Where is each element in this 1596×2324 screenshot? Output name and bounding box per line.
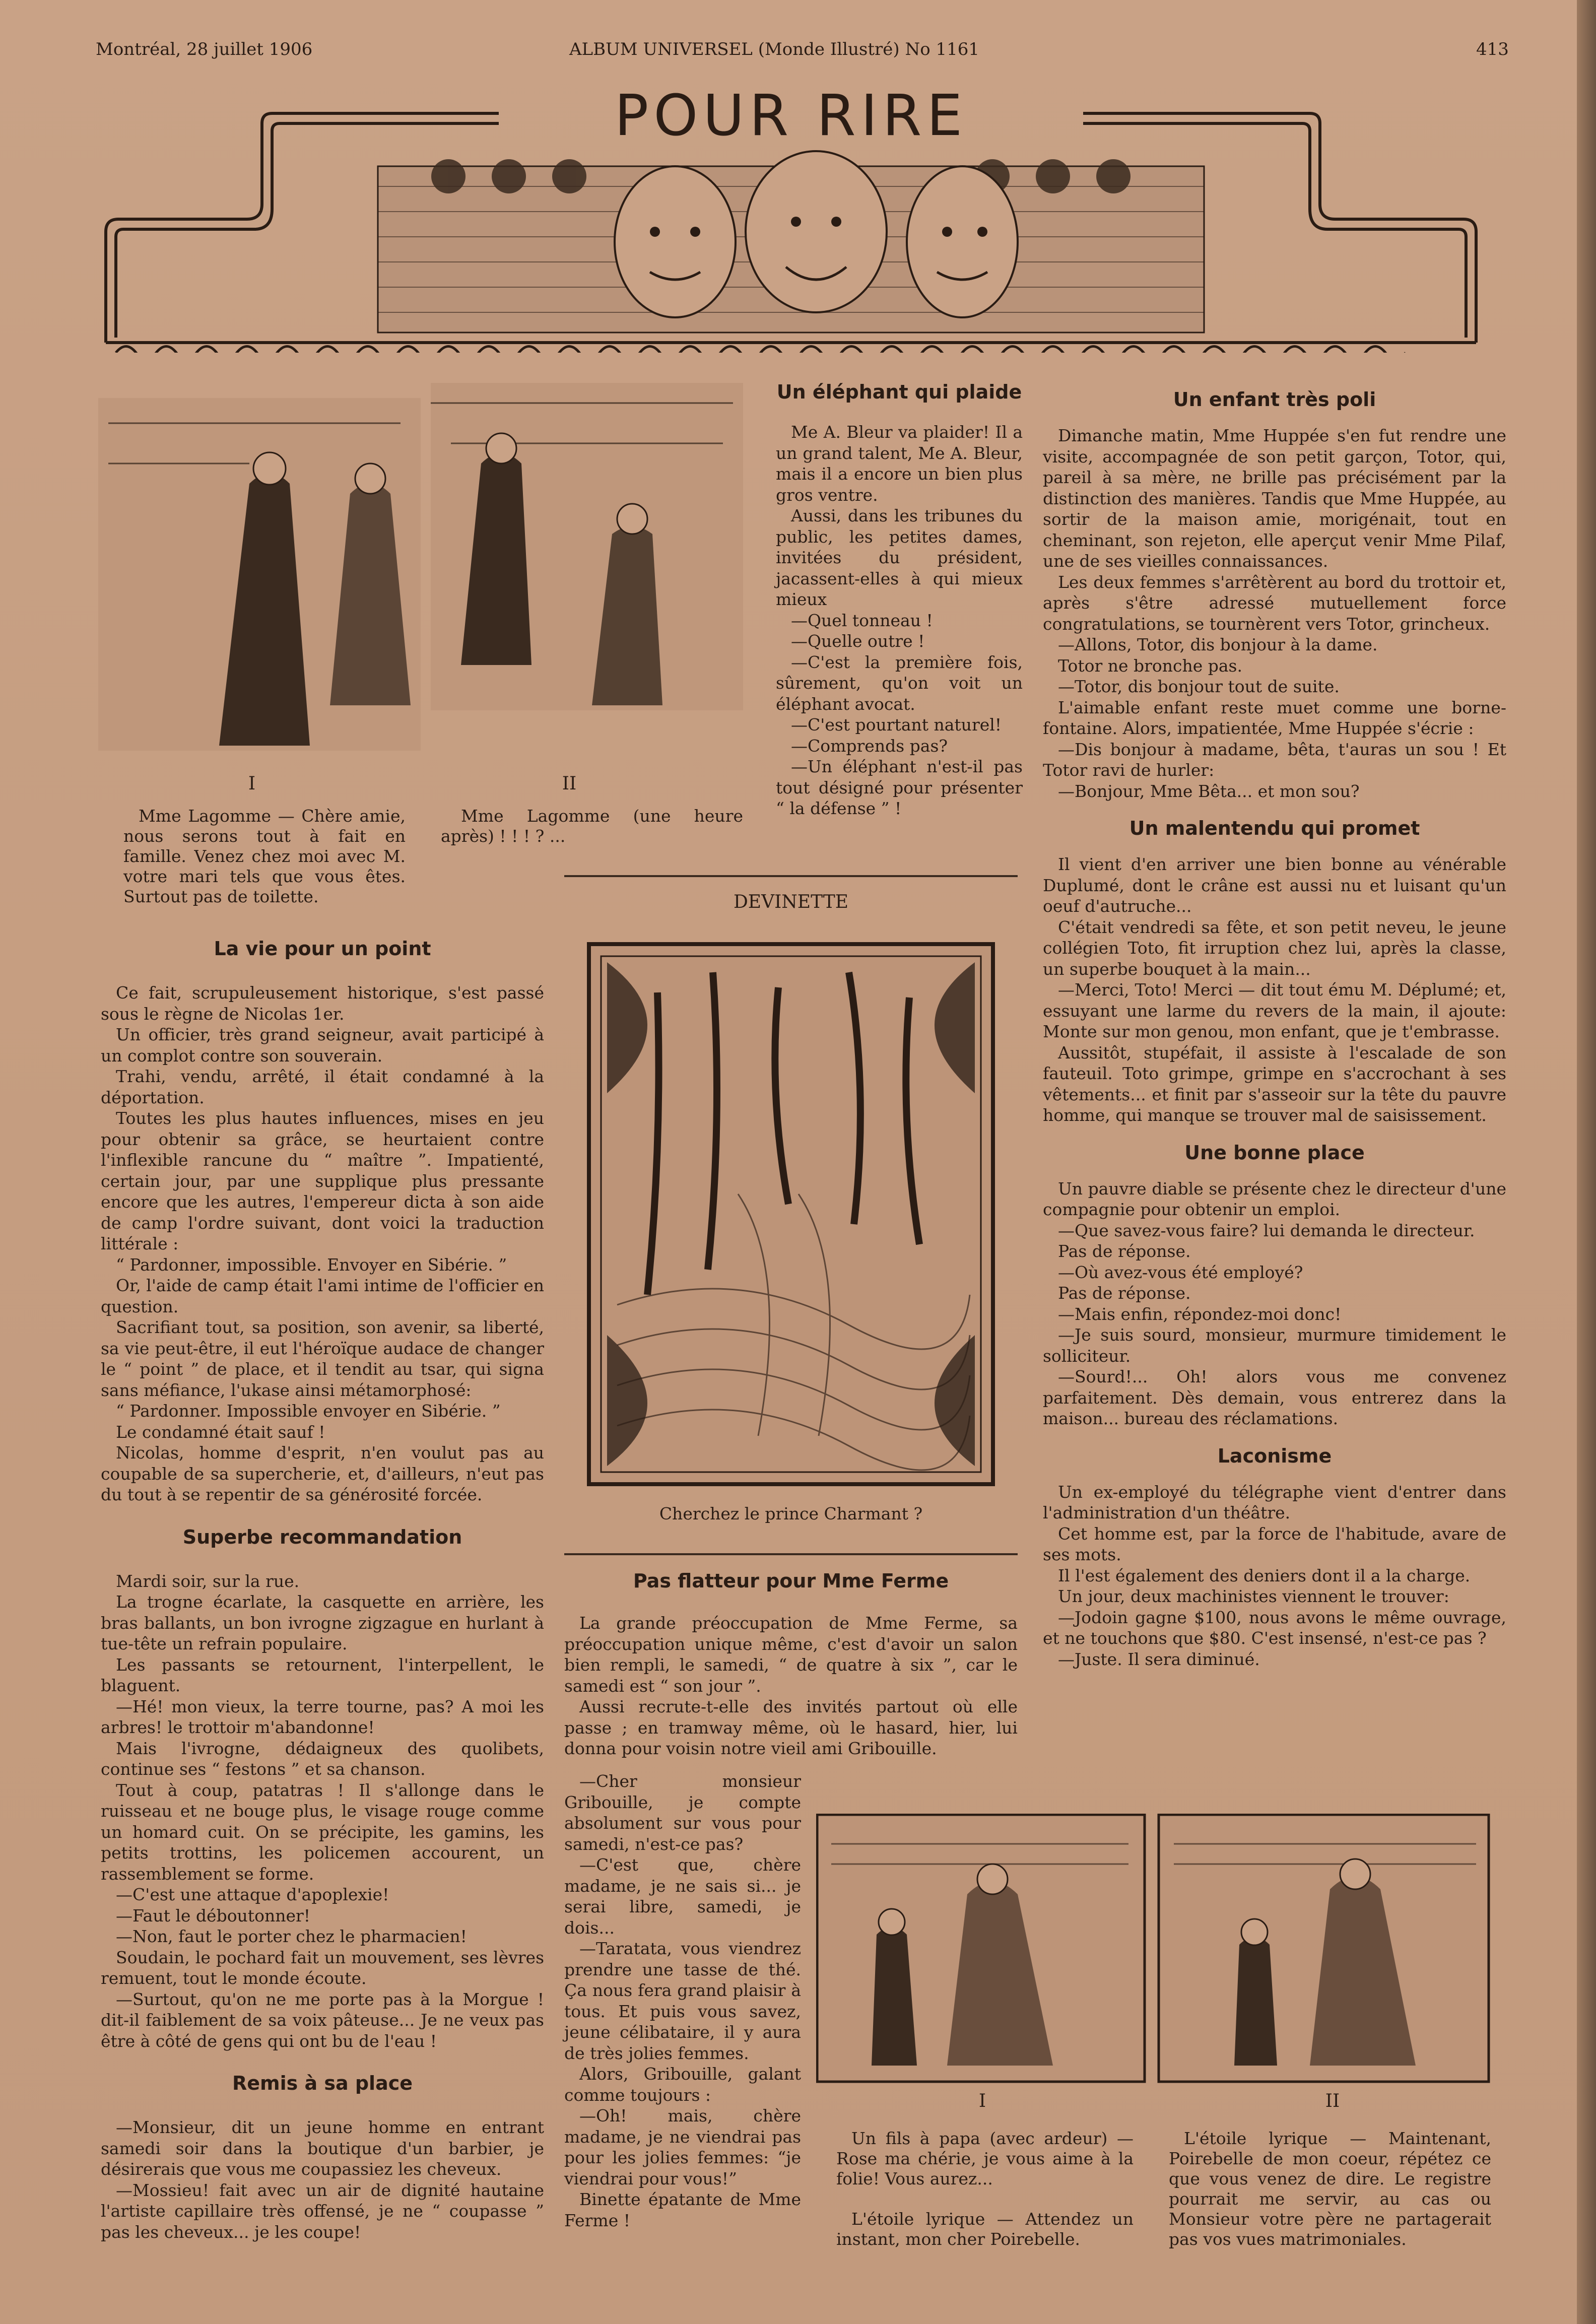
- article-paragraph: Nicolas, homme d'esprit, n'en voulut pas au coupable de sa supercherie, et, d'ailleurs, n'eut pas du tout à se repentir de sa générosité forcée.: [101, 1443, 544, 1504]
- cartoon-caption-1: Un fils à papa (avec ardeur) — Rose ma chérie, je vous aime à la folie! Vous aurez...: [836, 2129, 1134, 2188]
- article-paragraph: Le condamné était sauf !: [116, 1422, 325, 1442]
- cartoon-caption-2: L'étoile lyrique — Maintenant, Poirebelle de mon coeur, répétez ce que vous venez de dire. Le registre pourrait me servir, au cas ou Monsieur votre père ne partagerait pas vos vues matrimoniales.: [1169, 2129, 1491, 2249]
- article-paragraph: —Sourd!... Oh! alors vous me convenez parfaitement. Dès demain, vous entrerez dans la maison... bureau des réclamations.: [1043, 1367, 1506, 1428]
- article-paragraph: Soudain, le pochard fait un mouvement, ses lèvres remuent, tout le monde écoute.: [101, 1947, 544, 1988]
- article-paragraph: L'aimable enfant reste muet comme une borne-fontaine. Alors, impatientée, Mme Huppée s'écrie :: [1043, 697, 1506, 738]
- article-paragraph: Pas de réponse.: [1058, 1241, 1191, 1261]
- article-paragraph: —Où avez-vous été employé?: [1058, 1262, 1303, 1282]
- cartoon-caption-1: Mme Lagomme — Chère amie, nous serons tout à fait en famille. Venez chez moi avec M. votre mari tels que vous êtes. Surtout pas de toilette.: [123, 806, 406, 906]
- article-paragraph: —Merci, Toto! Merci — dit tout ému M. Déplumé; et, essuyant une larme du revers de la main, il ajoute: Monte sur mon genou, mon enfant, que je t'embrasse.: [1043, 980, 1506, 1041]
- article-paragraph: —Bonjour, Mme Bêta... et mon sou?: [1058, 781, 1360, 801]
- article-paragraph: Or, l'aide de camp était l'ami intime de l'officier en question.: [101, 1276, 544, 1316]
- article-paragraph: —Un éléphant n'est-il pas tout désigné pour présenter “ la défense ” !: [776, 757, 1023, 818]
- article-title-poli: Un enfant très poli: [1173, 388, 1376, 411]
- header-page-number: 413: [1476, 39, 1509, 59]
- devinette-caption: Cherchez le prince Charmant ?: [659, 1504, 923, 1523]
- column-left: [101, 937, 544, 2242]
- cartoon-number-1: I: [248, 773, 256, 794]
- article-paragraph: —Cher monsieur Gribouille, je compte absolument sur vous pour samedi, n'est-ce pas?: [564, 1771, 801, 1854]
- article-paragraph: “ Pardonner. Impossible envoyer en Sibérie. ”: [116, 1401, 501, 1421]
- article-paragraph: Tout à coup, patatras ! Il s'allonge dans le ruisseau et ne bouge plus, le visage rouge comme un homard cuit. On se précipite, les gamins, les petits trottins, les policemen accourent, un rassemblement se forme.: [101, 1780, 544, 1884]
- article-paragraph: Cet homme est, par la force de l'habitude, avare de ses mots.: [1043, 1523, 1506, 1564]
- article-paragraph: —C'est la première fois, sûrement, qu'on voit un éléphant avocat.: [776, 652, 1023, 714]
- article-paragraph: —Mais enfin, répondez-moi donc!: [1058, 1304, 1342, 1324]
- column-middle-top: [776, 380, 1023, 819]
- section-divider: [564, 1553, 1018, 1555]
- article-paragraph: Les deux femmes s'arrêtèrent au bord du trottoir et, après s'être adressé mutuellement force congratulations, se tournèrent vers Totor, grincheux.: [1043, 572, 1506, 634]
- article-paragraph: Totor ne bronche pas.: [1058, 655, 1242, 676]
- article-paragraph: —Jodoin gagne $100, nous avons le même ouvrage, et ne touchons que $80. C'est insensé, n'est-ce pas ?: [1043, 1607, 1506, 1648]
- article-paragraph: —Que savez-vous faire? lui demanda le directeur.: [1058, 1220, 1475, 1240]
- article-title-vie: La vie pour un point: [214, 938, 431, 960]
- article-paragraph: Un ex-employé du télégraphe vient d'entrer dans l'administration d'un théâtre.: [1043, 1482, 1506, 1522]
- article-paragraph: Aussitôt, stupéfait, il assiste à l'escalade de son fauteuil. Toto grimpe, grimpe en s'accrochant à ses vêtements... et finit par s'asseoir sur la tête du pauvre homme, qui manque se trouver mal de saisissement.: [1043, 1042, 1506, 1125]
- article-paragraph: —Dis bonjour à madame, bêta, t'auras un sou ! Et Totor ravi de hurler:: [1043, 739, 1506, 780]
- column-middle-narrow: [564, 1771, 801, 2231]
- article-title-ferme: Pas flatteur pour Mme Ferme: [633, 1570, 949, 1592]
- article-paragraph: Dimanche matin, Mme Huppée s'en fut rendre une visite, accompagnée de son petit garçon, Totor, qui, pareil à sa mère, ne brille pas précisément par la distinction des manières. Tandis que Mme Huppée, au sortir de la maison amie, morigénait, tout en cheminant, son rejeton, elle aperçut venir Mme Pilaf, une de ses vieilles connaissances.: [1043, 426, 1506, 571]
- article-paragraph: —Monsieur, dit un jeune homme en entrant samedi soir dans la boutique d'un barbier, je désirerais que vous me coupassiez les cheveux.: [101, 2117, 544, 2179]
- article-paragraph: —C'est une attaque d'apoplexie!: [116, 1885, 389, 1904]
- article-paragraph: Il l'est également des deniers dont il a la charge.: [1058, 1565, 1471, 1585]
- section-divider: [564, 875, 1018, 877]
- article-paragraph: —Non, faut le porter chez le pharmacien!: [116, 1927, 467, 1946]
- article-paragraph: —Oh! mais, chère madame, je ne viendrai pas pour les jolies femmes: “je viendrai pour vous!”: [564, 2106, 801, 2188]
- article-paragraph: —Hé! mon vieux, la terre tourne, pas? A moi les arbres! le trottoir m'abandonne!: [101, 1696, 544, 1737]
- article-paragraph: —Mossieu! fait avec un air de dignité hautaine l'artiste capillaire très offensé, je ne “ coupasse ” pas les cheveux... je les coupe!: [101, 2180, 544, 2242]
- article-paragraph: Aussi recrute-t-elle des invités partout où elle passe ; en tramway même, où le hasard, hier, lui donna pour voisin notre vieil ami Gribouille.: [564, 1697, 1018, 1758]
- article-title-malentendu: Un malentendu qui promet: [1129, 817, 1420, 839]
- article-paragraph: Trahi, vendu, arrêté, il était condamné à la déportation.: [101, 1067, 544, 1107]
- article-paragraph: —Quel tonneau !: [791, 610, 933, 630]
- article-paragraph: C'était vendredi sa fête, et son petit neveu, le jeune collégien Toto, fit irruption chez lui, après la classe, un superbe bouquet à la main...: [1043, 917, 1506, 979]
- article-paragraph: —Surtout, qu'on ne me porte pas à la Morgue ! dit-il faiblement de sa voix pâteuse... Je ne veux pas être à côté de gens qui ont bu de l'eau !: [101, 1989, 544, 2051]
- article-paragraph: Un officier, très grand seigneur, avait participé à un complot contre son souverain.: [101, 1025, 544, 1066]
- cartoon-etoile-illustration: [816, 1814, 1491, 2086]
- article-paragraph: Sacrifiant tout, sa position, son avenir, sa liberté, sa vie peut-être, il eut l'héroïque audace de changer le “ point ” de place, et il tendit au tsar, qui signa sans méfiance, l'ukase ainsi métamorphosé:: [101, 1317, 544, 1400]
- cartoon-caption-2: Mme Lagomme (une heure après) ! ! ! ? ...: [441, 806, 743, 846]
- article-title-bonne-place: Une bonne place: [1184, 1141, 1365, 1164]
- book-spine: [1577, 0, 1596, 2324]
- devinette-title: DEVINETTE: [733, 892, 849, 912]
- article-paragraph: Mardi soir, sur la rue.: [116, 1571, 300, 1591]
- article-paragraph: —C'est pourtant naturel!: [791, 715, 1002, 735]
- article-paragraph: Un jour, deux machinistes viennent le trouver:: [1058, 1586, 1449, 1606]
- article-paragraph: —Comprends pas?: [791, 736, 948, 756]
- page-title: POUR RIRE: [614, 83, 968, 149]
- article-title-elephant: Un éléphant qui plaide: [776, 381, 1022, 403]
- article-title-remis: Remis à sa place: [232, 2072, 413, 2094]
- article-paragraph: Toutes les plus hautes influences, mises en jeu pour obtenir sa grâce, se heurtaient contre l'inflexible rancune du “ maître ”. Impatienté, certain jour, par une supplique plus pressante encore que les autres, l'empereur dicta à son aide de camp l'ordre suivant, dont voici la traduction littérale :: [101, 1108, 544, 1253]
- article-paragraph: —Allons, Totor, dis bonjour à la dame.: [1058, 635, 1378, 654]
- article-paragraph: Un pauvre diable se présente chez le directeur d'une compagnie pour obtenir un emploi.: [1043, 1178, 1506, 1219]
- cartoon-lagomme-illustration: [98, 383, 743, 766]
- article-paragraph: Ce fait, scrupuleusement historique, s'est passé sous le règne de Nicolas 1er.: [101, 983, 544, 1024]
- cartoon-caption-1b: L'étoile lyrique — Attendez un instant, mon cher Poirebelle.: [836, 2209, 1134, 2249]
- article-paragraph: —Juste. Il sera diminué.: [1058, 1649, 1260, 1669]
- article-paragraph: La grande préoccupation de Mme Ferme, sa préoccupation unique même, c'est d'avoir un salon bien rempli, le samedi, “ de quatre à six ”, car le samedi est “ son jour ”.: [564, 1613, 1018, 1696]
- article-paragraph: —Quelle outre !: [791, 631, 925, 651]
- article-paragraph: La trogne écarlate, la casquette en arrière, les bras ballants, un bon ivrogne zigzague en hurlant à tue-tête un refrain populaire.: [101, 1592, 544, 1653]
- column-right: [1043, 388, 1506, 1670]
- article-paragraph: —C'est que, chère madame, je ne sais si... je serai libre, samedi, je dois...: [564, 1855, 801, 1938]
- column-middle-bottom: [564, 1569, 1018, 1759]
- article-paragraph: Binette épatante de Mme Ferme !: [564, 2189, 801, 2230]
- article-paragraph: —Je suis sourd, monsieur, murmure timidement le solliciteur.: [1043, 1325, 1506, 1366]
- article-title-superbe: Superbe recommandation: [182, 1525, 462, 1548]
- article-paragraph: Alors, Gribouille, galant comme toujours :: [564, 2064, 801, 2105]
- cartoon-number-1: I: [978, 2091, 986, 2111]
- article-paragraph: —Totor, dis bonjour tout de suite.: [1058, 677, 1340, 696]
- article-paragraph: Les passants se retournent, l'interpellent, le blaguent.: [101, 1654, 544, 1695]
- article-paragraph: —Faut le déboutonner!: [116, 1905, 311, 1925]
- article-paragraph: “ Pardonner, impossible. Envoyer en Sibérie. ”: [116, 1254, 507, 1275]
- article-paragraph: Pas de réponse.: [1058, 1283, 1191, 1303]
- article-paragraph: Aussi, dans les tribunes du public, les petites dames, invitées du président, jacassent-elles à qui mieux mieux: [776, 506, 1023, 609]
- cartoon-number-2: II: [562, 773, 577, 794]
- article-paragraph: Me A. Bleur va plaider! Il a un grand talent, Me A. Bleur, mais il a encore un bien plus gros ventre.: [776, 422, 1023, 505]
- article-title-laconisme: Laconisme: [1217, 1444, 1332, 1467]
- devinette-forest-illustration: [587, 942, 995, 1486]
- article-paragraph: Mais l'ivrogne, dédaigneux des quolibets, continue ses “ festons ” et sa chanson.: [101, 1738, 544, 1779]
- header-publication: ALBUM UNIVERSEL (Monde Illustré) No 1161: [569, 39, 980, 59]
- cartoon-number-2: II: [1325, 2091, 1340, 2111]
- article-paragraph: —Taratata, vous viendrez prendre une tasse de thé. Ça nous fera grand plaisir à tous. Et puis vous savez, jeune célibataire, il y aura de très jolies femmes.: [564, 1939, 801, 2063]
- header-date: Montréal, 28 juillet 1906: [96, 39, 313, 59]
- article-paragraph: Il vient d'en arriver une bien bonne au vénérable Duplumé, dont le crâne est aussi nu et luisant qu'un oeuf d'autruche...: [1043, 854, 1506, 916]
